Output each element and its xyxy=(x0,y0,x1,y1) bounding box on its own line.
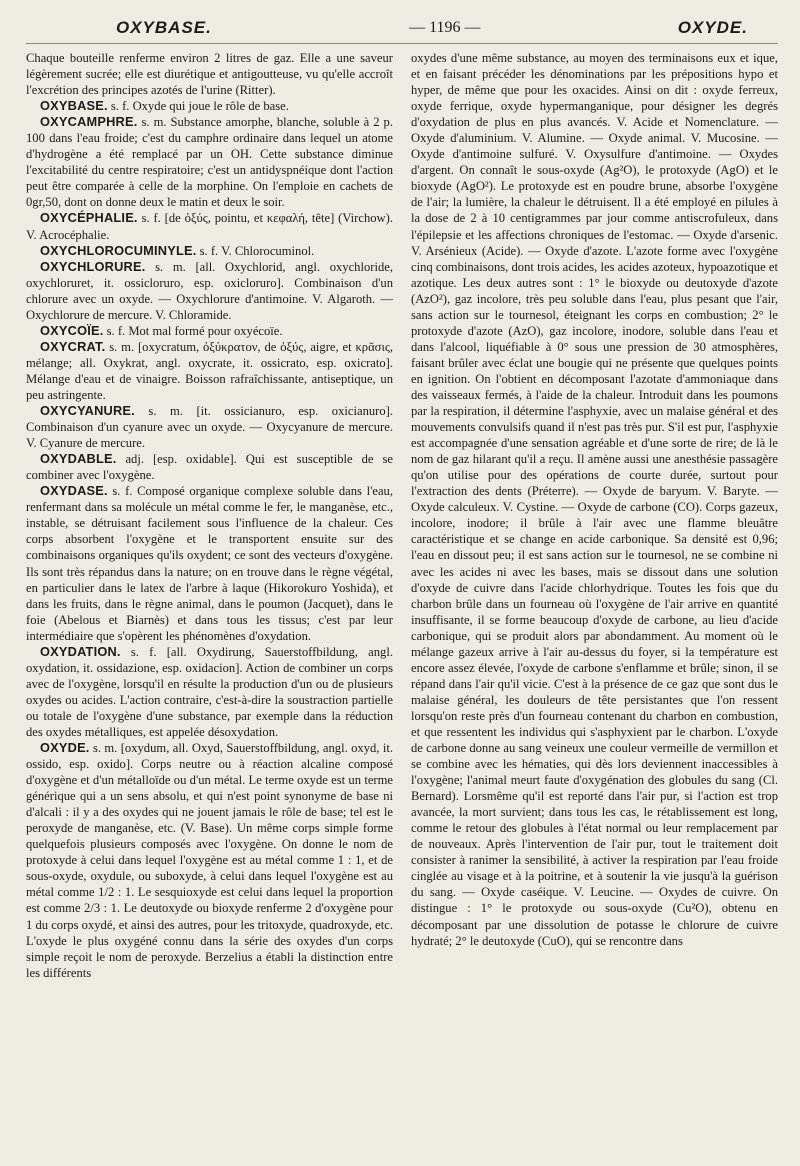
entry-continuation: oxydes d'une même substance, au moyen des terminaisons eux et ique, et en faisant précéder les dénominations par les prépositions hypo et hyper, de même que pour les oxacides. Ainsi on dit : oxyde ferreux, oxyde ferrique, oxyde hypermanganique, pour désigner les degrés d'oxydation de plus en plus avancés. V. Acide et Nomenclature. — Oxyde d'aluminium. V. Alumine. — Oxyde animal. V. Mucosine. — Oxyde d'antimoine sulfuré. V. Oxysulfure d'antimoine. — Oxydes d'argent. On connaît le sous-oxyde (Ag²O), le protoxyde (AgO) et le bioxyde (AgO²). Le protoxyde est en poudre brune, absorbe l'oxygène de l'air; la lumière, la chaleur le détruisent. Il a été employé en pilules à la dose de 2 à 10 centigrammes par jour comme antiscrofuleux, dans l'épilepsie et les affections chroniques de l'estomac. — Oxyde d'arsenic. V. Arsénieux (Acide). — Oxyde d'azote. L'azote forme avec l'oxygène cinq combinaisons, dont trois acides, les acides azoteux, hypoazotique et azotique. Les deux autres sont : 1° le bioxyde ou deutoxyde d'azote (AzO²), gaz incolore, très peu soluble dans l'eau, plus pesant que l'air, sans action sur le tournesol, éteignant les corps en combustion; 2° le protoxyde d'azote (AzO), gaz incolore, inodore, soluble dans l'eau et dans l'alcool, liquéfiable à 0° sous une pression de 30 atmosphères, faisant brûler avec éclat une bougie qui ne présente que quelques points en ignition. On l'obtient en décomposant l'azotate d'ammoniaque dans des vaisseaux fermés, à l'aide de la chaleur. Introduit dans les poumons par la respiration, il détermine l'asphyxie, avec un malaise général et des mouvements convulsifs quand il n'est pas très pur. S'il est pur, l'asphyxie est accompagnée d'une sensation agréable et d'une sorte de rire; de là le nom de gaz hilarant qu'il a reçu. Il amène aussi une anesthésie passagère qu'on utilise pour des opérations de courte durée, surtout pour l'extraction des dents (Préterre). — Oxyde de baryum. V. Baryte. — Oxyde calculeux. V. Cystine. — Oxyde de carbone (CO). Corps gazeux, incolore, inodore; il brûle à l'air avec une flamme bleuâtre caractéristique et se change en acide carbonique. Sa densité est 0,96; l'eau en dissout peu; il est sans action sur le tournesol, ne se combine ni avec les acides ni avec les bases, mais se dissout dans une solution d'oxyde de cuivre dans l'acide chlorhydrique. Toutes les fois que du charbon brûle dans un fourneau où l'oxygène de l'air arrive en quantité insuffisante, il se forme beaucoup d'oxyde de carbone, au lieu d'acide carbonique, qui se produit alors par abondamment. Au moment où le mélange gazeux arrive à l'air au-dessus du foyer, si la température est encore assez élevée, l'oxyde de carbone s'enflamme et brûle; sinon, il se répand dans l'air qu'il vicie. C'est à la présence de ce gaz que sont dus le malaise général, les douleurs de tête persistantes que l'on ressent lorsqu'on reste près d'un fourneau contenant du charbon en combustion, et que ressentent les individus qui s'asphyxient par le charbon. L'oxyde de carbone donne au sang veineux une couleur vermeille de vermillon et se combine avec les hématies, qui dès lors deviennent inaccessibles à l'oxygène; l'animal meurt faute d'oxygénation des globules du sang (Cl. Bernard). Lorsmême qu'il est reporté dans l'air pur, si l'action est trop avancée, la mort survient; dans tous les cas, le rétablissement est long, comme le retour des globules à l'état normal ou leur remplacement par de nouveaux. Après l'intervention de l'air pur, tout le traitement doit consister à ranimer la sensibilité, à activer la respiration par l'eau froide cinglée au visage et à la poitrine, et à soutenir la vie jusqu'à la guérison du sang. — Oxyde caséique. V. Leucine. — Oxydes de cuivre. On distingue : 1° le protoxyde ou sous-oxyde (Cu²O), obtenu en décomposant par une dissolution de potasse le chlorure de cuivre hydraté; 2° le deutoxyde (CuO), qui se rencontre dans xyxy=(411,51,778,948)
entry-headword: OXYCRAT. xyxy=(40,338,106,354)
entry-headword: OXYCYANURE. xyxy=(40,403,135,419)
entry xyxy=(26,259,393,323)
entry xyxy=(26,339,393,403)
running-head xyxy=(26,16,778,44)
right-column xyxy=(411,50,778,1160)
entry-headword: OXYCHLORURE. xyxy=(40,258,146,274)
entry-headword: OXYDE. xyxy=(40,740,90,756)
entry-headword: OXYDASE. xyxy=(40,483,108,499)
entry-text: s. m. Substance amorphe, blanche, soluble à 2 p. 100 dans l'eau froide; c'est du camphre ordinaire dans lequel un atome d'hydrogène a été remplacé par un OH. Cette substance diminue l'excitabilité du centre respiratoire; c'est un antidyspnéique dont l'action peut être comparée à celle de la morphine. On l'emploie en cachets de 0gr,50, dont on donne deux le matin et deux le soir. xyxy=(26,115,393,210)
entry-text: s. f. Oxyde qui joue le rôle de base. xyxy=(110,99,289,114)
entry xyxy=(26,243,393,259)
page-number: — 1196 — xyxy=(409,19,481,36)
entry xyxy=(26,98,393,114)
entry-text: Chaque bouteille renferme environ 2 litres de gaz. Elle a une saveur légèrement sucrée; elle est diurétique et antigoutteuse, vu qu'elle accroît l'excrétion des principes azotés de l'urine (Ritter). xyxy=(26,51,393,98)
entry-headword: OXYDATION. xyxy=(40,643,121,659)
entry xyxy=(26,114,393,210)
text-columns xyxy=(26,50,778,1160)
entry-headword: OXYCHLOROCUMINYLE. xyxy=(40,242,197,258)
entry xyxy=(26,403,393,451)
entry-headword: OXYBASE. xyxy=(40,98,108,114)
entry xyxy=(26,50,393,98)
entry-text: s. m. [all. Oxychlorid, angl. oxychloride, oxychloruret, it. ossicloruro, esp. oxicloruro]. Combinaison d'un chlorure avec un oxyde. — Oxychlorure d'antimoine. V. Algaroth. — Oxychlorure de mercure. V. Chloramide. xyxy=(26,259,393,322)
entry-text: s. f. Mot mal formé pour oxyécoïe. xyxy=(106,323,283,338)
entry-headword: OXYCOÏE. xyxy=(40,322,104,338)
entry-text: s. f. [all. Oxydirung, Sauerstoffbildung, angl. oxydation, it. ossidazione, esp. oxidacion]. Action de combiner un corps avec de l'oxygène, lorsqu'il en résulte la production d'un ou de plusieurs oxydes ou acides. L'action contraire, c'est-à-dire la soustraction partielle ou totale de l'oxygène d'une substance, par exemple dans la réduction des oxydes métalliques, est appelée désoxydation. xyxy=(26,644,393,739)
left-column xyxy=(26,50,393,1160)
running-head-left: OXYBASE. xyxy=(116,18,212,37)
entry xyxy=(26,644,393,740)
entry-text: s. f. Composé organique complexe soluble dans l'eau, renfermant dans sa molécule un métal comme le fer, le manganèse, etc., instable, se détruisant facilement sous l'influence de la chaleur. Ces corps absorbent l'oxygène et le transportent ensuite sur des combinaisons organiques qu'ils oxydent; ce sont des vecteurs d'oxygène. Ils sont très répandus dans la nature; on en trouve dans le règne végétal, en particulier dans le latex de l'arbre à laque (Hikorokuro Yoshida), et dans les fruits, dans le règne animal, dans le poumon (Jacquet), dans le foie (Abelous et Biarnès) et dans tous les tissus; c'est par leur intermédiaire que s'opèrent les phénomènes d'oxydation. xyxy=(26,484,393,643)
entry xyxy=(26,451,393,483)
entry-text: s. f. V. Chlorocuminol. xyxy=(199,243,315,258)
entry xyxy=(26,740,393,981)
entry xyxy=(26,210,393,242)
running-head-right: OXYDE. xyxy=(677,18,748,37)
entry-headword: OXYDABLE. xyxy=(40,451,117,467)
entry-text: s. m. [oxydum, all. Oxyd, Sauerstoffbildung, angl. oxyd, it. ossido, esp. oxido]. Corps neutre ou à réaction alcaline composé d'oxygène et d'un métalloïde ou d'un métal. Le terme oxyde est un terme générique qui a un sens absolu, et qui n'est point synonyme de base ni d'alcali : il y a des oxydes qui ne jouent jamais le rôle de base; tel est le peroxyde de manganèse, etc. (V. Base). Un même corps simple forme quelquefois plusieurs composés avec l'oxygène. On donne le nom de protoxyde à celui dans lequel l'oxygène est au métal comme 1 : 1, et de sous-oxyde, oxydule, ou suboxyde, à celui dans lequel l'oxygène est au métal comme 1/2 : 1. Le sesquioxyde est celui dans lequel la proportion est comme 2/3 : 1. Le deutoxyde ou bioxyde renferme 2 d'oxygène pour 1 du corps oxydé, et ainsi des autres, pour les tritoxyde, quadroxyde, etc. L'oxyde le plus oxygéné connu dans la série des oxydes d'un corps simple reçoit le nom de peroxyde. Berzelius a établi la distinction entre les différents xyxy=(26,741,393,980)
entry-text: adj. [esp. oxidable]. Qui est susceptible de se combiner avec l'oxygène. xyxy=(26,452,393,483)
entry-text: s. m. [oxycratum, ὀξύκρατον, de ὀξύς, aigre, et κρᾶσις, mélange; all. Oxykrat, angl. oxycrate, it. ossicrato, esp. oxicrato]. Mélange d'eau et de vinaigre. Boisson rafraîchissante, antiseptique, un peu astringente. xyxy=(26,339,393,402)
entry-headword: OXYCAMPHRE. xyxy=(40,114,138,130)
entry xyxy=(26,483,393,643)
entry-text: s. f. [de ὀξύς, pointu, et κεφαλή, tête] (Virchow). V. Acrocéphalie. xyxy=(26,211,393,242)
entry-headword: OXYCÉPHALIE. xyxy=(40,210,138,226)
entry xyxy=(26,323,393,339)
entry-text: s. m. [it. ossicianuro, esp. oxicianuro]. Combinaison d'un cyanure avec un oxyde. — Oxycyanure de mercure. V. Cyanure de mercure. xyxy=(26,404,393,451)
